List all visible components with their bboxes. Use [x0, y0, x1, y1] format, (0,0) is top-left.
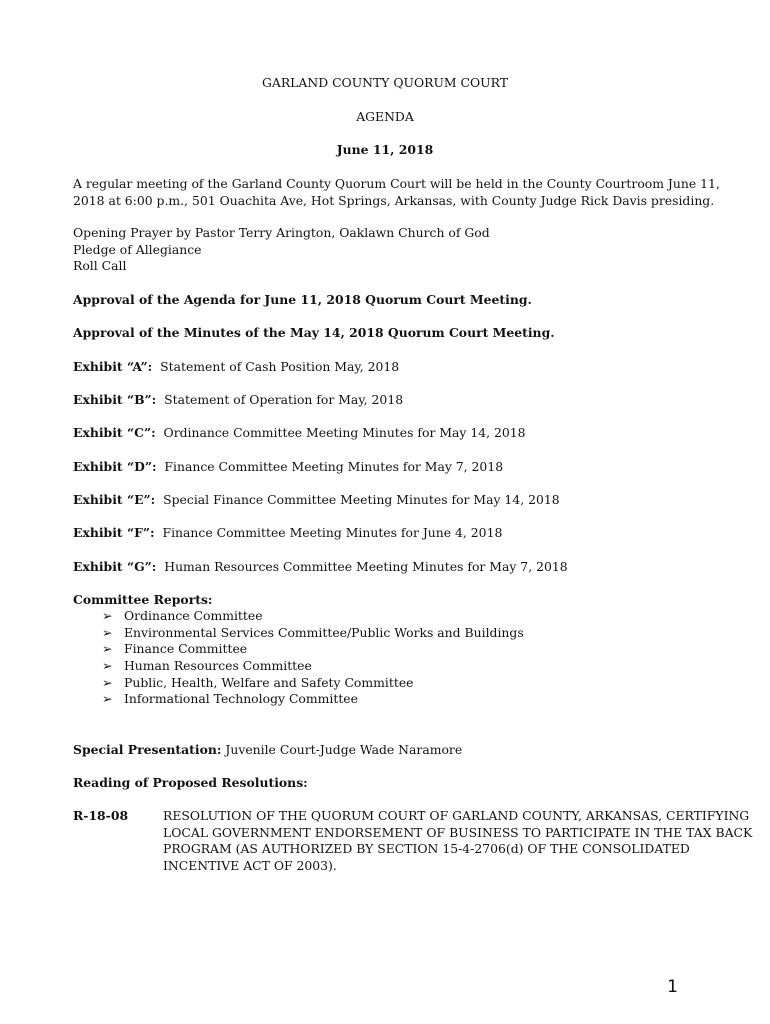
- exhibit-text: Human Resources Committee Meeting Minutes for May 7, 2018: [164, 559, 568, 574]
- exhibit-c: [73, 425, 703, 442]
- exhibit-label: Exhibit “G”:: [73, 559, 157, 574]
- opening-section: [73, 225, 703, 275]
- arrow-bullet-icon: ➢: [102, 608, 113, 623]
- resolutions-heading: Reading of Proposed Resolutions:: [73, 775, 308, 790]
- intro-line: A regular meeting of the Garland County Quorum Court will be held in the County Courtroom June 11,: [73, 176, 720, 191]
- intro-paragraph: [73, 176, 720, 209]
- exhibit-text: Statement of Cash Position May, 2018: [160, 359, 400, 374]
- resolution-line: INCENTIVE ACT OF 2003).: [163, 858, 337, 874]
- list-item: [102, 691, 524, 708]
- exhibit-text: Finance Committee Meeting Minutes for May 7, 2018: [164, 459, 504, 474]
- exhibit-label: Exhibit “D”:: [73, 459, 157, 474]
- arrow-bullet-icon: ➢: [102, 674, 113, 690]
- page-number: 1: [667, 977, 678, 997]
- list-item: [102, 625, 524, 642]
- special-presentation-label: Special Presentation:: [73, 742, 222, 757]
- exhibit-label: Exhibit “C”:: [73, 425, 156, 440]
- doc-type: AGENDA: [356, 109, 414, 124]
- org-title: GARLAND COUNTY QUORUM COURT: [262, 75, 508, 90]
- exhibit-label: Exhibit “F”:: [73, 525, 155, 540]
- list-item-label: Public, Health, Welfare and Safety Committee: [124, 674, 414, 690]
- exhibit-g: [73, 559, 703, 576]
- resolution-text: [163, 808, 753, 875]
- roll-call: Roll Call: [73, 258, 127, 274]
- approval-minutes: Approval of the Minutes of the May 14, 2018 Quorum Court Meeting.: [73, 325, 555, 340]
- exhibit-a: [73, 359, 703, 376]
- committee-reports-list: [102, 608, 524, 708]
- list-item: [102, 658, 524, 675]
- special-presentation-text: Juvenile Court-Judge Wade Naramore: [225, 742, 463, 757]
- opening-prayer: Opening Prayer by Pastor Terry Arington, Oaklawn Church of God: [73, 225, 490, 240]
- list-item-label: Environmental Services Committee/Public Works and Buildings: [124, 624, 524, 640]
- arrow-bullet-icon: ➢: [102, 658, 113, 674]
- approval-agenda: Approval of the Agenda for June 11, 2018 Quorum Court Meeting.: [73, 292, 532, 307]
- list-item: [102, 675, 524, 692]
- list-item-label: Informational Technology Committee: [124, 691, 358, 707]
- list-item-label: Finance Committee: [124, 641, 248, 657]
- exhibit-label: Exhibit “A”:: [73, 359, 153, 374]
- meeting-date: June 11, 2018: [336, 142, 434, 157]
- resolution-number: R-18-08: [73, 808, 129, 823]
- list-item-label: Ordinance Committee: [124, 608, 263, 623]
- exhibit-text: Special Finance Committee Meeting Minutes for May 14, 2018: [163, 492, 560, 507]
- list-item: [102, 608, 524, 625]
- resolution-line: LOCAL GOVERNMENT ENDORSEMENT OF BUSINESS TO PARTICIPATE IN THE TAX BACK: [163, 824, 753, 840]
- arrow-bullet-icon: ➢: [102, 641, 113, 657]
- exhibit-label: Exhibit “E”:: [73, 492, 156, 507]
- intro-line: 2018 at 6:00 p.m., 501 Ouachita Ave, Hot Springs, Arkansas, with County Judge Rick Davis presiding.: [73, 192, 715, 208]
- exhibit-text: Finance Committee Meeting Minutes for June 4, 2018: [162, 525, 503, 540]
- exhibit-d: [73, 459, 703, 476]
- resolution-line: PROGRAM (AS AUTHORIZED BY SECTION 15-4-2706(d) OF THE CONSOLIDATED: [163, 841, 690, 857]
- exhibit-text: Ordinance Committee Meeting Minutes for May 14, 2018: [163, 425, 526, 440]
- special-presentation: [73, 742, 703, 759]
- arrow-bullet-icon: ➢: [102, 624, 113, 640]
- committee-reports-heading: Committee Reports:: [73, 592, 213, 607]
- pledge: Pledge of Allegiance: [73, 241, 202, 257]
- exhibit-text: Statement of Operation for May, 2018: [164, 392, 404, 407]
- arrow-bullet-icon: ➢: [102, 691, 113, 707]
- list-item-label: Human Resources Committee: [124, 658, 312, 674]
- exhibit-label: Exhibit “B”:: [73, 392, 157, 407]
- exhibit-e: [73, 492, 703, 509]
- resolution-line: RESOLUTION OF THE QUORUM COURT OF GARLAND COUNTY, ARKANSAS, CERTIFYING: [163, 808, 750, 823]
- exhibit-f: [73, 525, 703, 542]
- exhibit-b: [73, 392, 703, 409]
- list-item: [102, 641, 524, 658]
